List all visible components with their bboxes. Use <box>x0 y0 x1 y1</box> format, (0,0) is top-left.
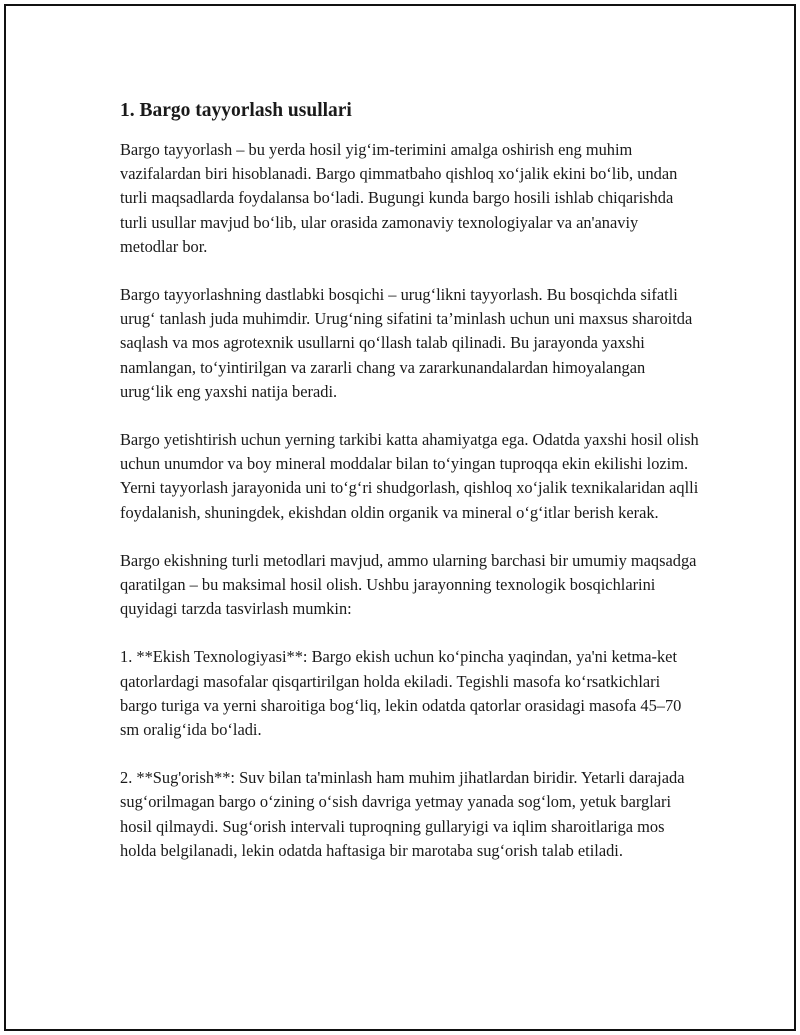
page-frame <box>4 4 796 1031</box>
paragraph-intro: Bargo tayyorlash – bu yerda hosil yig‘im-terimini amalga oshirish eng muhim vazifalardan biri hisoblanadi. Bargo qimmatbaho qishloq xo‘jalik ekini bo‘lib, undan turli maqsadlarda foydalansa bo‘ladi. Bugungi kunda bargo hosili ishlab chiqarishda turli usullar mavjud bo‘lib, ular orasida zamonaviy texnologiyalar va an'anaviy metodlar bor. <box>120 140 678 256</box>
document-body <box>120 98 700 887</box>
list-item-irrigation: 2. **Sug'orish**: Suv bilan ta'minlash ham muhim jihatlardan biridir. Yetarli darajada sug‘orilmagan bargo o‘zining o‘sish davriga yetmay yanada sog‘lom, yetuk barglari hosil qilmaydi. Sug‘orish intervali tuproqning gullaryigi va iqlim sharoitlariga mos holda belgilanadi, lekin odatda haftasiga bir marotaba sug‘orish talab etiladi. <box>120 768 685 860</box>
paragraph-seed-preparation: Bargo tayyorlashning dastlabki bosqichi – urug‘likni tayyorlash. Bu bosqichda sifatli urug‘ tanlash juda muhimdir. Urug‘ning sifatini ta’minlash uchun uni maxsus sharoitda saqlash va mos agrotexnik usullarni qo‘llash talab qilinadi. Bu jarayonda yaxshi namlangan, to‘yintirilgan va zararli chang va zararkunandalardan himoyalangan urug‘lik eng yaxshi natija beradi. <box>120 285 693 401</box>
paragraph-soil: Bargo yetishtirish uchun yerning tarkibi katta ahamiyatga ega. Odatda yaxshi hosil olish uchun unumdor va boy mineral moddalar bilan to‘yingan tuproqqa ekin ekilishi lozim. Yerni tayyorlash jarayonida uni to‘g‘ri shudgorlash, qishloq xo‘jalik texnikalaridan aqlli foydalanish, shuningdek, ekishdan oldin organik va mineral o‘g‘itlar berish kerak. <box>120 430 699 522</box>
section-heading: 1. Bargo tayyorlash usullari <box>120 100 352 121</box>
list-item-planting-technology: 1. **Ekish Texnologiyasi**: Bargo ekish uchun ko‘pincha yaqindan, ya'ni ketma-ket qatorlardagi masofalar qisqartirilgan holda ekiladi. Tegishli masofa ko‘rsatkichlari bargo turiga va yerni sharoitiga bog‘liq, lekin odatda qatorlar orasidagi masofa 45–70 sm oralig‘ida bo‘ladi. <box>120 647 682 740</box>
paragraph-planting-methods: Bargo ekishning turli metodlari mavjud, ammo ularning barchasi bir umumiy maqsadga qaratilgan – bu maksimal hosil olish. Ushbu jarayonning texnologik bosqichlarini quyidagi tarzda tasvirlash mumkin: <box>120 550 697 619</box>
